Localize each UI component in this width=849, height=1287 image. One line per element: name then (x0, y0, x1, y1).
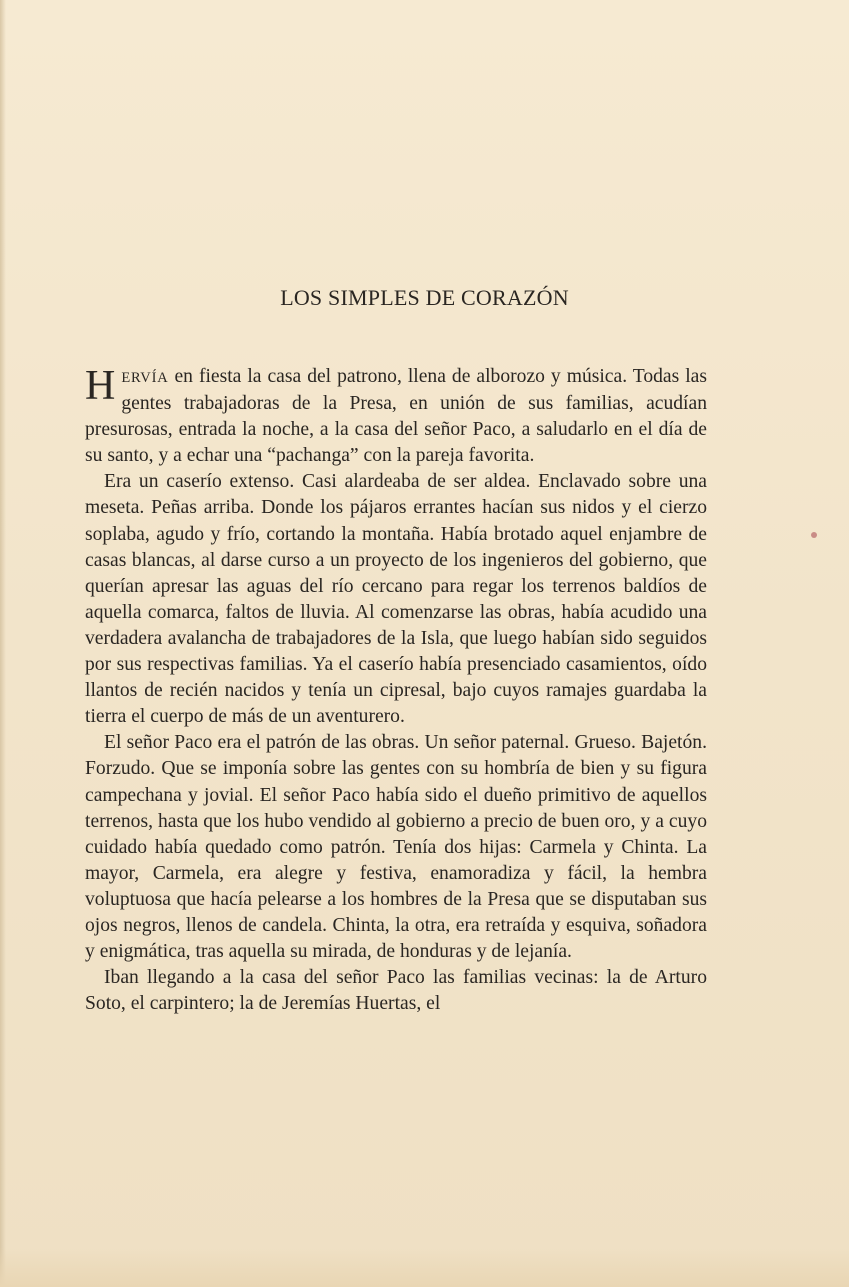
paragraph-4: Iban llegando a la casa del señor Paco las familias vecinas: la de Arturo Soto, el carpintero; la de Jeremías Huertas, el (85, 967, 707, 1015)
paragraph-1-smallcaps: ERVÍA (121, 370, 169, 386)
ink-spot (811, 532, 817, 538)
chapter-title: LOS SIMPLES DE CORAZÓN (280, 285, 569, 310)
paragraph-1 (85, 364, 707, 469)
paragraph-2: Era un caserío extenso. Casi alardeaba de ser aldea. Enclavado sobre una meseta. Peñas arriba. Donde los pájaros errantes hacían sus nidos y el cierzo soplaba, agudo y frío, cortando la montaña. Había brotado aquel enjambre de casas blancas, al darse curso a un proyecto de los ingenieros del gobierno, que querían apresar las aguas del río cercano para regar los terrenos baldíos de aquella comarca, faltos de lluvia. Al comenzarse las obras, había acudido una verdadera avalancha de trabajadores de la Isla, que luego habían sido seguidos por sus respectivas familias. Ya el caserío había presenciado casamientos, oído llantos de recién nacidos y tenía un cipresal, bajo cuyos ramajes guardaba la tierra el cuerpo de más de un aventurero. (85, 471, 707, 728)
drop-cap: H (85, 363, 116, 409)
page-bottom-edge-shadow (0, 1247, 849, 1287)
page-left-edge-shadow (0, 0, 6, 1287)
paragraph-3: El señor Paco era el patrón de las obras. Un señor paternal. Grueso. Bajetón. Forzudo. Que se imponía sobre las gentes con su hombría de bien y su figura campechana y jovial. El señor Paco había sido el dueño primitivo de aquellos terrenos, hasta que los hubo vendido al gobierno a precio de buen oro, y a cuyo cuidado había quedado como patrón. Tenía dos hijas: Carmela y Chinta. La mayor, Carmela, era alegre y festiva, enamoradiza y fácil, la hembra voluptuosa que hacía pelearse a los hombres de la Presa que se disputaban sus ojos negros, llenos de candela. Chinta, la otra, era retraída y esquiva, soñadora y enigmática, tras aquella su mirada, de honduras y de lejanía. (85, 732, 707, 963)
paragraph-1-text: en fiesta la casa del patrono, llena de alborozo y música. Todas las gentes trabajadoras de la Presa, en unión de sus familias, acudían presurosas, entrada la noche, a la casa del señor Paco, a saludarlo en el día de su santo, y a echar una “pachanga” con la pareja favorita. (85, 366, 707, 467)
chapter-body (85, 364, 707, 1017)
